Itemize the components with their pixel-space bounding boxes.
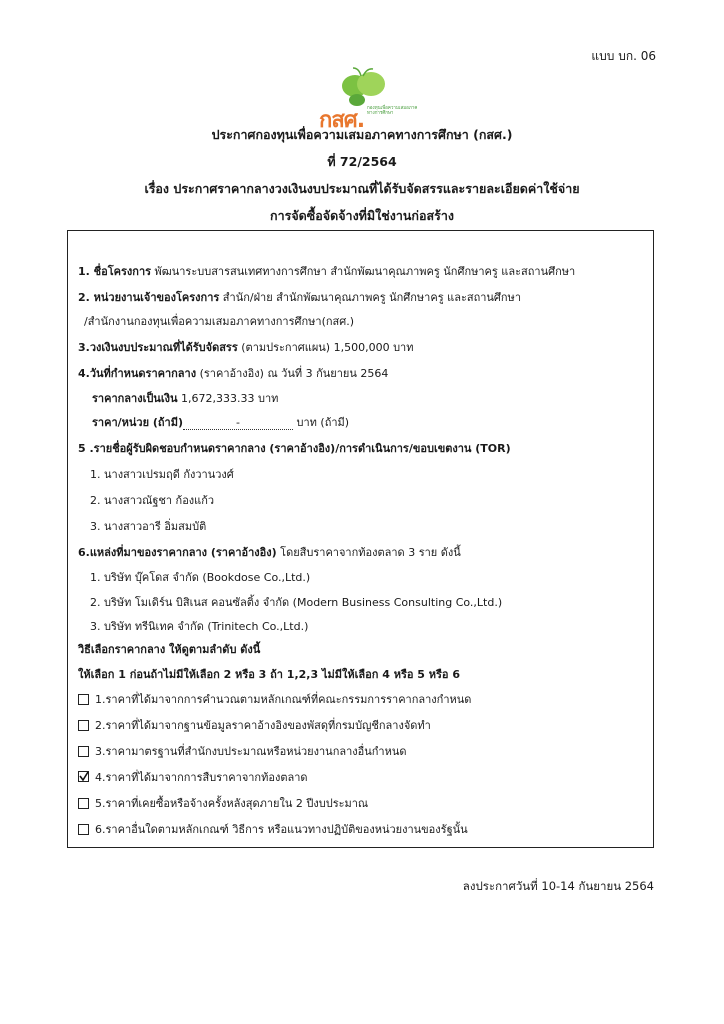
announce-date: ลงประกาศวันที่ 10-14 กันยายน 2564 (462, 879, 654, 893)
committee-member: 2. นางสาวณัฐชา ก้องแก้ว (90, 494, 215, 507)
project-value: พัฒนาระบบสารสนเทศทางการศึกษา สำนักพัฒนาคุณภาพครู นักศึกษาครู และสถานศึกษา (154, 265, 576, 278)
method-rule: ให้เลือก 1 ก่อนถ้าไม่มีให้เลือก 2 หรือ 3 ถ้า 1,2,3 ไม่มีให้เลือก 4 หรือ 5 หรือ 6 (78, 668, 461, 681)
checkbox[interactable] (78, 694, 89, 705)
price-option (78, 768, 308, 786)
committee-member: 3. นางสาวอารี อิ่มสมบัติ (90, 520, 207, 533)
sources-value: โดยสืบราคาจากท้องตลาด 3 ราย ดังนี้ (280, 546, 461, 559)
check-icon (78, 771, 89, 782)
unit-label: ราคา/หน่วย (ถ้ามี) (92, 416, 184, 429)
source-item: 2. บริษัท โมเดิร์น บิสิเนส คอนซัลติ้ง จำกัด (Modern Business Consulting Co.,Ltd.) (90, 596, 503, 609)
median-value: 1,672,333.33 บาท (180, 392, 279, 405)
project-line (78, 262, 575, 280)
agency-logo (313, 66, 433, 133)
budget-value: (ตามประกาศแผน) 1,500,000 บาท (241, 341, 414, 354)
form-code: แบบ บก. 06 (591, 49, 656, 63)
checkbox[interactable] (78, 824, 89, 835)
announcement-subject: เรื่อง ประกาศราคากลางวงเงินงบประมาณที่ได้รับจัดสรรและรายละเอียดค่าใช้จ่าย (144, 181, 580, 196)
checkbox[interactable] (78, 746, 89, 757)
price-option-label: 6.ราคาอื่นใดตามหลักเกณฑ์ วิธีการ หรือแนวทางปฏิบัติของหน่วยงานของรัฐนั้น (95, 823, 468, 836)
price-option (78, 690, 471, 708)
budget-label: 3.วงเงินงบประมาณที่ได้รับจัดสรร (78, 341, 238, 354)
price-option-label: 5.ราคาที่เคยซื้อหรือจ้างครั้งหลังสุดภายใน 2 ปีงบประมาณ (95, 797, 369, 810)
date-label: 4.วันที่กำหนดราคากลาง (78, 367, 197, 380)
price-option-label: 2.ราคาที่ได้มาจากฐานข้อมูลราคาอ้างอิงของพัสดุที่กรมบัญชีกลางจัดทำ (95, 719, 431, 732)
unit-line (92, 413, 349, 431)
owner-line (78, 288, 521, 306)
owner-value: สำนัก/ฝ่าย สำนักพัฒนาคุณภาพครู นักศึกษาครู และสถานศึกษา (222, 291, 521, 304)
source-item: 3. บริษัท ทรีนิเทค จำกัด (Trinitech Co.,Ltd.) (90, 620, 309, 633)
committee-heading: 5 .รายชื่อผู้รับผิดชอบกำหนดราคากลาง (ราคาอ้างอิง)/การดำเนินการ/ขอบเขตงาน (TOR) (78, 442, 511, 455)
date-value: (ราคาอ้างอิง) ณ วันที่ 3 กันยายน 2564 (199, 367, 389, 380)
announcement-subject-2: การจัดซื้อจัดจ้างที่มิใช่งานก่อสร้าง (270, 208, 454, 223)
price-option-label: 1.ราคาที่ได้มาจากการคำนวณตามหลักเกณฑ์ที่คณะกรรมการราคากลางกำหนด (95, 693, 472, 706)
date-line (78, 364, 388, 382)
checkbox[interactable] (78, 798, 89, 809)
owner-label: 2. หน่วยงานเจ้าของโครงการ (78, 291, 220, 304)
method-heading: วิธีเลือกราคากลาง ให้ดูตามลำดับ ดังนี้ (78, 643, 261, 656)
price-option (78, 742, 407, 760)
announcement-number: ที่ 72/2564 (327, 154, 397, 169)
price-option-label: 4.ราคาที่ได้มาจากการสืบราคาจากท้องตลาด (95, 771, 308, 784)
unit-suffix: บาท (ถ้ามี) (296, 416, 350, 429)
logo-mark: กสศ. (319, 108, 365, 133)
logo-caption: กองทุนเพื่อความเสมอภาคทางการศึกษา (367, 106, 418, 116)
price-option (78, 820, 468, 838)
budget-line (78, 338, 413, 356)
project-label: 1. ชื่อโครงการ (78, 265, 152, 278)
committee-member: 1. นางสาวเปรมฤดี กังวานวงศ์ (90, 468, 234, 481)
source-item: 1. บริษัท บุ๊คโดส จำกัด (Bookdose Co.,Ltd.) (90, 571, 311, 584)
announcement-title: ประกาศกองทุนเพื่อความเสมอภาคทางการศึกษา (กสศ.) (211, 127, 513, 142)
checkbox[interactable] (78, 720, 89, 731)
checkbox-checked[interactable] (78, 771, 89, 782)
price-option (78, 794, 368, 812)
price-option (78, 716, 431, 734)
sources-label: 6.แหล่งที่มาของราคากลาง (ราคาอ้างอิง) (78, 546, 277, 559)
price-option-label: 3.ราคามาตรฐานที่สำนักงบประมาณหรือหน่วยงานกลางอื่นกำหนด (95, 745, 407, 758)
median-label: ราคากลางเป็นเงิน (92, 392, 178, 405)
median-line (92, 389, 278, 407)
unit-blank: - (183, 416, 293, 430)
sources-line (78, 543, 461, 561)
owner-value-2: /สำนักงานกองทุนเพื่อความเสมอภาคทางการศึกษา(กสศ.) (84, 315, 354, 328)
